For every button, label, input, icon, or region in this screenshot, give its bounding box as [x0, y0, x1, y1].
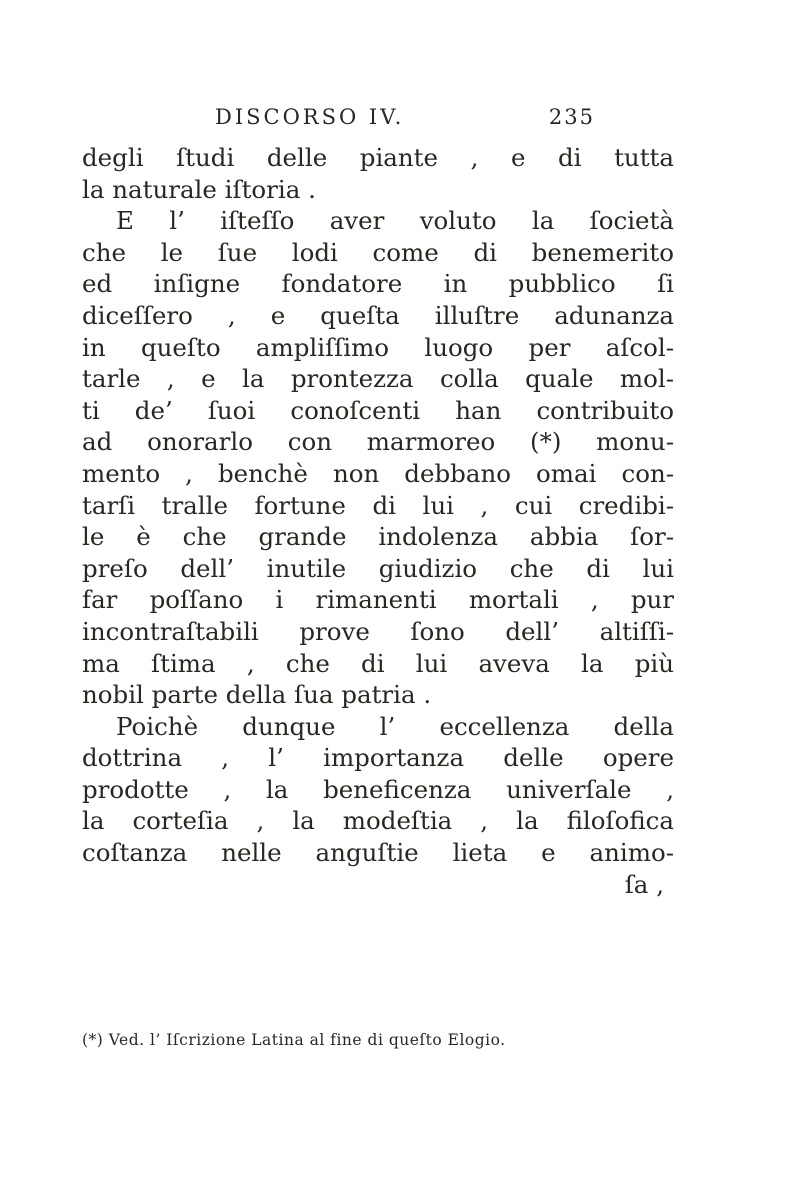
text-line: far poſſano i rimanenti mortali , pur — [82, 585, 674, 615]
text-line: ſa , — [624, 869, 664, 899]
text-line: coſtanza nelle anguſtie lieta e animo- — [82, 838, 674, 868]
text-line: ad onorarlo con marmoreo (*) monu- — [82, 427, 674, 457]
page-number: 235 — [548, 105, 595, 129]
page-header — [215, 105, 595, 139]
text-line: la corteſia , la modeſtia , la filoſofica — [82, 806, 674, 836]
text-line: tarle , e la prontezza colla quale mol- — [82, 364, 674, 394]
text-line: dottrina , l’ importanza delle opere — [82, 743, 674, 773]
text-line: Poichè dunque l’ eccellenza della — [116, 711, 674, 741]
text-line: E l’ iſteſſo aver voluto la ſocietà — [116, 206, 674, 236]
text-line: le è che grande indolenza abbia ſor- — [82, 522, 674, 552]
text-line: che le ſue lodi come di benemerito — [82, 237, 674, 267]
text-line: in queſto ampliſſimo luogo per aſcol- — [82, 332, 674, 362]
text-line: degli ſtudi delle piante , e di tutta — [82, 143, 674, 172]
text-line: mento , benchè non debbano omai con- — [82, 458, 674, 488]
running-title: DISCORSO IV. — [215, 105, 405, 129]
text-line: diceſſero , e queſta illuſtre adunanza — [82, 300, 674, 330]
text-line: ti de’ ſuoi conoſcenti han contribuito — [82, 395, 674, 425]
text-line: ma ſtima , che di lui aveva la più — [82, 648, 674, 678]
text-line: ed inſigne fondatore in pubblico ſi — [82, 269, 674, 299]
footnote: (*) Ved. l’ Iſcrizione Latina al fine di queſto Elogio. — [82, 1031, 506, 1049]
text-line: tarſi tralle fortune di lui , cui credibi- — [82, 490, 674, 520]
text-line: nobil parte della ſua patria . — [82, 680, 432, 710]
text-line: incontraſtabili prove ſono dell’ altiſſi- — [82, 616, 674, 646]
body-text — [82, 142, 674, 900]
text-line: prodotte , la beneficenza univerſale , — [82, 774, 674, 804]
text-line: preſo dell’ inutile giudizio che di lui — [82, 553, 674, 583]
text-line: la naturale iſtoria . — [82, 174, 316, 204]
